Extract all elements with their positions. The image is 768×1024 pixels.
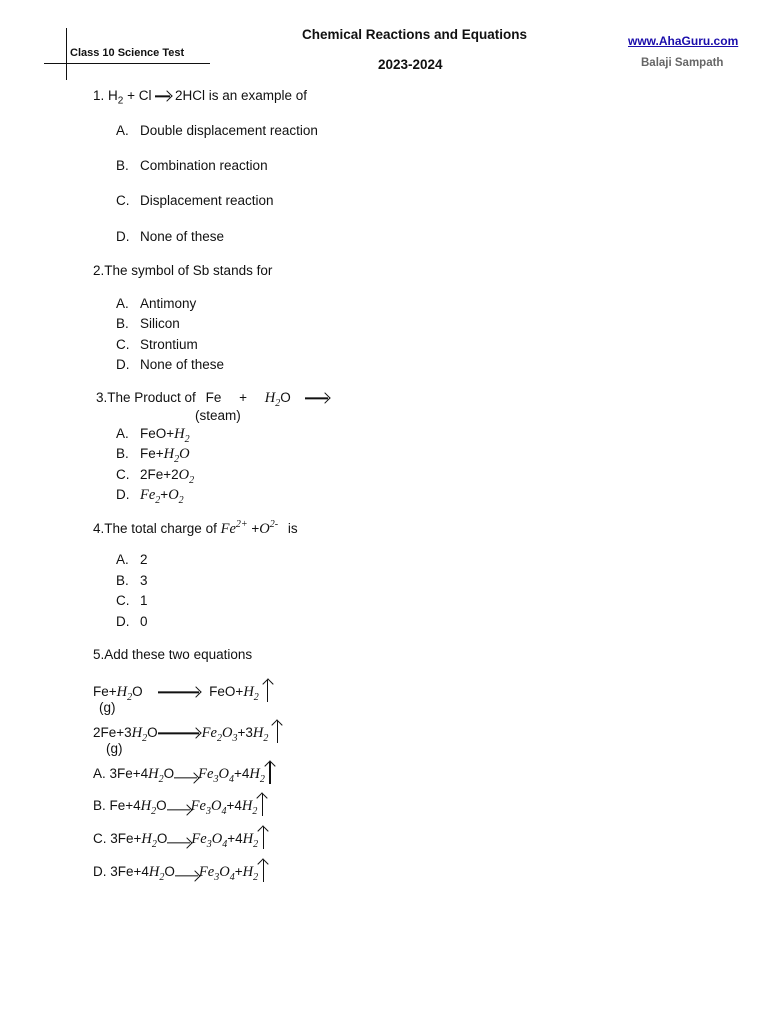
option-text: 2 <box>140 552 148 567</box>
option-d <box>93 858 268 883</box>
option-text: Double displacement reaction <box>140 123 318 138</box>
option-text: O <box>156 798 167 813</box>
site-link[interactable]: www.AhaGuru.com <box>628 34 739 48</box>
option-letter: B. <box>116 573 129 588</box>
option-formula: $H_2$ <box>174 426 190 445</box>
option-letter: C. <box>116 593 130 608</box>
gas-evolved-arrow-icon <box>258 825 268 849</box>
gas-evolved-arrow-icon <box>265 760 275 784</box>
reaction-arrow-icon <box>305 392 329 404</box>
option-letter: A. <box>116 123 129 138</box>
reaction-arrow-icon <box>174 772 198 784</box>
option-d <box>116 487 184 506</box>
option-text: FeO+ <box>140 426 175 441</box>
option-formula: $H_2$ <box>249 766 265 785</box>
option-formula: $H_2$ <box>242 831 259 850</box>
option-formula: $Fe_2$ <box>140 487 161 506</box>
page-title: Chemical Reactions and Equations <box>302 27 528 42</box>
reaction-arrow-icon <box>158 686 200 698</box>
option-text: + <box>234 864 243 879</box>
option-text: Strontium <box>140 337 198 352</box>
option-letter: C. <box>116 467 130 482</box>
option-text: + <box>160 487 169 502</box>
option-d <box>116 614 148 629</box>
gas-evolved-arrow-icon <box>258 858 268 882</box>
option-letter: B. <box>116 316 129 331</box>
author-name: Balaji Sampath <box>641 57 724 69</box>
academic-year: 2023-2024 <box>378 57 443 72</box>
option-formula: $H_2$ <box>241 798 258 817</box>
option-label: D. 3Fe+4 <box>93 864 149 879</box>
option-text: 2Fe+2 <box>140 467 179 482</box>
option-letter: D. <box>116 357 130 372</box>
equation-1: $Fe+H_2O$ $FeO+H_2$ <box>93 678 273 703</box>
option-formula: $O_2$ <box>168 487 184 506</box>
option-letter: A. <box>116 296 129 311</box>
option-letter: C. <box>116 193 130 208</box>
option-formula: $Fe_3O_4$ <box>198 864 235 883</box>
state-label-gas: (g) <box>99 700 116 715</box>
option-a <box>116 426 190 445</box>
option-formula: $H_2$ <box>163 446 180 465</box>
option-text: O <box>163 766 175 781</box>
option-label: C. 3Fe+ <box>93 831 142 846</box>
option-label: B. Fe+4 <box>93 798 141 813</box>
class-label: Class 10 Science Test <box>70 47 185 59</box>
question-2: 2.The symbol of Sb stands for <box>93 263 273 278</box>
equation-2: $2Fe+3H_2O$ $Fe_2O_3+3H_2$ <box>93 719 282 744</box>
option-letter: D. <box>116 229 130 244</box>
option-formula: $H_2$ <box>148 766 164 785</box>
option-d <box>116 357 224 372</box>
option-formula: $H_2$ <box>141 831 157 850</box>
gas-evolved-arrow-icon <box>257 792 267 816</box>
option-a <box>93 760 275 785</box>
option-text: Silicon <box>140 316 180 331</box>
option-a <box>116 296 196 311</box>
gas-evolved-arrow-icon <box>272 719 282 743</box>
option-text: None of these <box>140 229 225 244</box>
steam-label: (steam) <box>195 408 241 423</box>
option-text: Combination reaction <box>140 158 268 173</box>
option-formula: O <box>179 446 190 462</box>
option-text: +4 <box>233 766 250 781</box>
option-text: 1 <box>140 593 148 608</box>
option-b <box>93 792 267 817</box>
option-c <box>116 193 274 208</box>
option-letter: B. <box>116 446 129 461</box>
option-text: 0 <box>140 614 148 629</box>
option-c <box>116 593 148 608</box>
option-text: Displacement reaction <box>140 193 274 208</box>
option-c <box>93 825 268 850</box>
option-letter: D. <box>116 614 130 629</box>
question-1: 1. $H_2 + Cl$ 2HCl is an example of <box>93 88 308 107</box>
option-text: Fe+ <box>140 446 164 461</box>
option-formula: $H_2$ <box>148 864 165 883</box>
option-letter: A. <box>116 426 129 441</box>
option-text: +4 <box>227 831 243 846</box>
option-b <box>116 158 268 173</box>
option-label: A. 3Fe+4 <box>93 766 149 781</box>
option-letter: A. <box>116 552 129 567</box>
option-b <box>116 573 148 588</box>
option-formula: $O_2$ <box>178 467 195 486</box>
option-formula: $Fe_3O_4$ <box>191 831 228 850</box>
reaction-arrow-icon <box>167 804 191 816</box>
option-text: Antimony <box>140 296 197 311</box>
option-a <box>116 123 318 138</box>
header-vertical-rule <box>66 28 67 80</box>
reaction-arrow-icon <box>175 870 199 882</box>
option-text: O <box>164 864 175 879</box>
option-d <box>116 229 224 244</box>
question-3: 3.The Product of $Fe + H_2O$ <box>96 390 329 409</box>
option-formula: $H_2$ <box>242 864 259 883</box>
option-b <box>116 316 180 331</box>
option-letter: D. <box>116 487 130 502</box>
option-text: O <box>156 831 168 846</box>
option-formula: $Fe_3O_4$ <box>198 766 234 785</box>
reaction-arrow-icon <box>167 837 191 849</box>
option-a <box>116 552 148 567</box>
option-formula: $Fe_3O_4$ <box>190 798 227 817</box>
reaction-arrow-icon <box>158 727 200 739</box>
option-c <box>116 467 194 486</box>
option-text: +4 <box>226 798 242 813</box>
question-4: 4.The total charge of $Fe^{2+} +O^{2-}$ is <box>93 519 298 537</box>
option-letter: C. <box>116 337 130 352</box>
option-formula: $H_2$ <box>140 798 157 817</box>
option-text: 3 <box>140 573 148 588</box>
option-letter: B. <box>116 158 129 173</box>
header-horizontal-rule <box>44 63 210 64</box>
question-5: 5.Add these two equations <box>93 647 253 662</box>
option-c <box>116 337 198 352</box>
state-label-gas: (g) <box>106 741 123 756</box>
option-b <box>116 446 190 465</box>
option-text: None of these <box>140 357 225 372</box>
reaction-arrow-icon <box>155 90 171 102</box>
gas-evolved-arrow-icon <box>263 678 273 702</box>
